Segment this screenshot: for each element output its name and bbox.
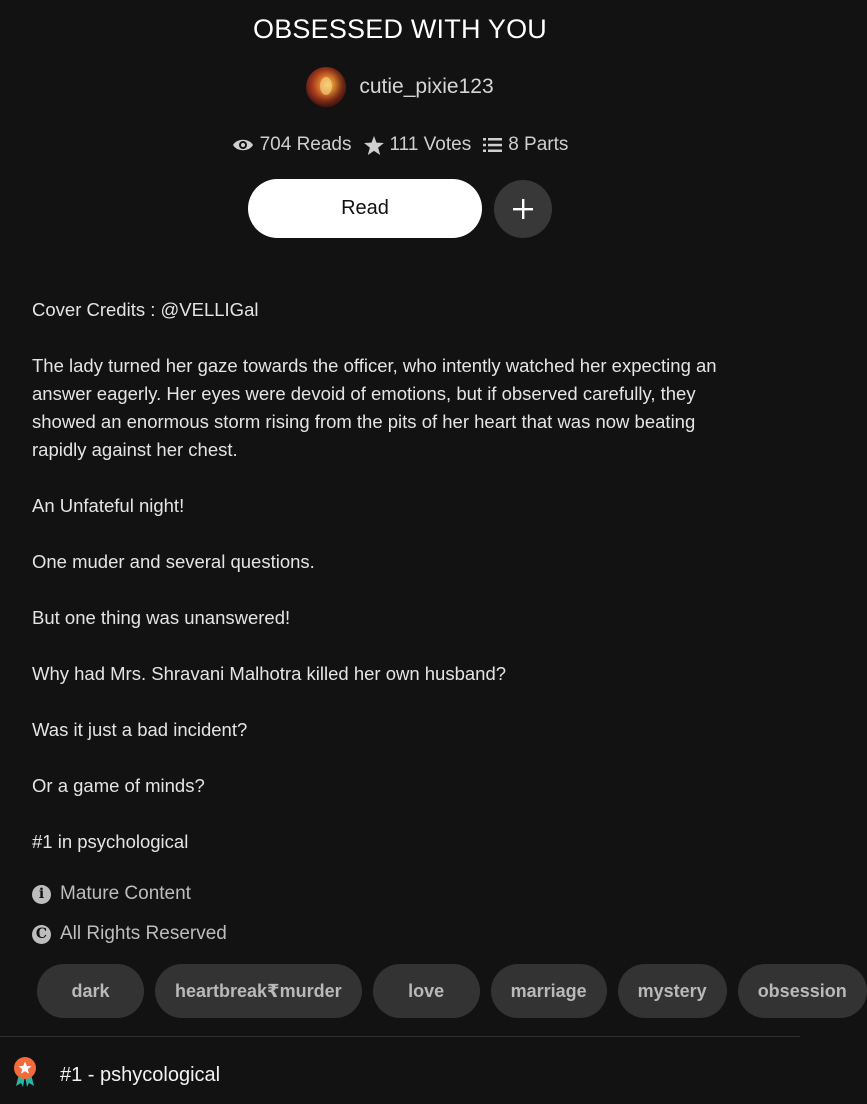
tags-scroller[interactable] [37, 964, 847, 1020]
author-row[interactable] [0, 67, 800, 107]
reads-count: 704 Reads [259, 134, 352, 155]
ranking-row[interactable] [12, 1057, 220, 1093]
copyright-row [32, 923, 227, 945]
award-badge-icon [12, 1057, 38, 1093]
story-title: OBSESSED WITH YOU [253, 14, 547, 44]
tag-chip[interactable]: love [373, 964, 480, 1018]
tags-list [37, 964, 847, 1018]
author-avatar[interactable] [306, 67, 346, 107]
description-paragraph: Or a game of minds? [32, 775, 205, 796]
story-description [32, 296, 747, 884]
plus-icon [511, 197, 535, 221]
description-paragraph: Cover Credits : @VELLIGal [32, 299, 259, 320]
divider [0, 1036, 800, 1037]
action-row [248, 179, 552, 238]
description-paragraph: Why had Mrs. Shravani Malhotra killed her own husband? [32, 663, 507, 684]
author-name[interactable]: cutie_pixie123 [359, 75, 494, 98]
star-icon [364, 136, 384, 155]
description-paragraph: An Unfateful night! [32, 495, 185, 516]
tag-chip[interactable]: obsession [738, 964, 867, 1018]
parts-count[interactable]: 8 Parts [508, 134, 569, 155]
read-button[interactable]: Read [248, 179, 482, 238]
add-to-library-button[interactable] [494, 180, 552, 238]
mature-content-label: Mature Content [60, 883, 191, 904]
votes-count: 111 Votes [389, 134, 472, 155]
description-paragraph: One muder and several questions. [32, 551, 315, 572]
description-paragraph: #1 in psychological [32, 831, 189, 852]
story-stats [0, 134, 800, 156]
reads-stat [232, 134, 352, 156]
copyright-icon: C [32, 925, 51, 944]
tag-chip[interactable]: heartbreak₹murder [155, 964, 362, 1018]
parts-stat[interactable] [483, 134, 568, 156]
description-paragraph: The lady turned her gaze towards the officer, who intently watched her expecting an answer eagerly. Her eyes were devoid of emotions, but if observed carefully, they showed an enormous storm rising from the pits of her heart that was now beating rapidly against her chest. [32, 355, 717, 460]
tag-chip[interactable]: dark [37, 964, 144, 1018]
list-icon [483, 137, 502, 153]
copyright-label: All Rights Reserved [60, 923, 227, 944]
tag-chip[interactable]: marriage [491, 964, 607, 1018]
info-icon: i [32, 885, 51, 904]
ranking-label[interactable]: #1 - pshycological [60, 1063, 221, 1086]
votes-stat [364, 134, 472, 156]
eye-icon [232, 137, 254, 153]
tag-chip[interactable]: mystery [618, 964, 727, 1018]
mature-content-row [32, 883, 191, 905]
description-paragraph: But one thing was unanswered! [32, 607, 291, 628]
description-paragraph: Was it just a bad incident? [32, 719, 248, 740]
